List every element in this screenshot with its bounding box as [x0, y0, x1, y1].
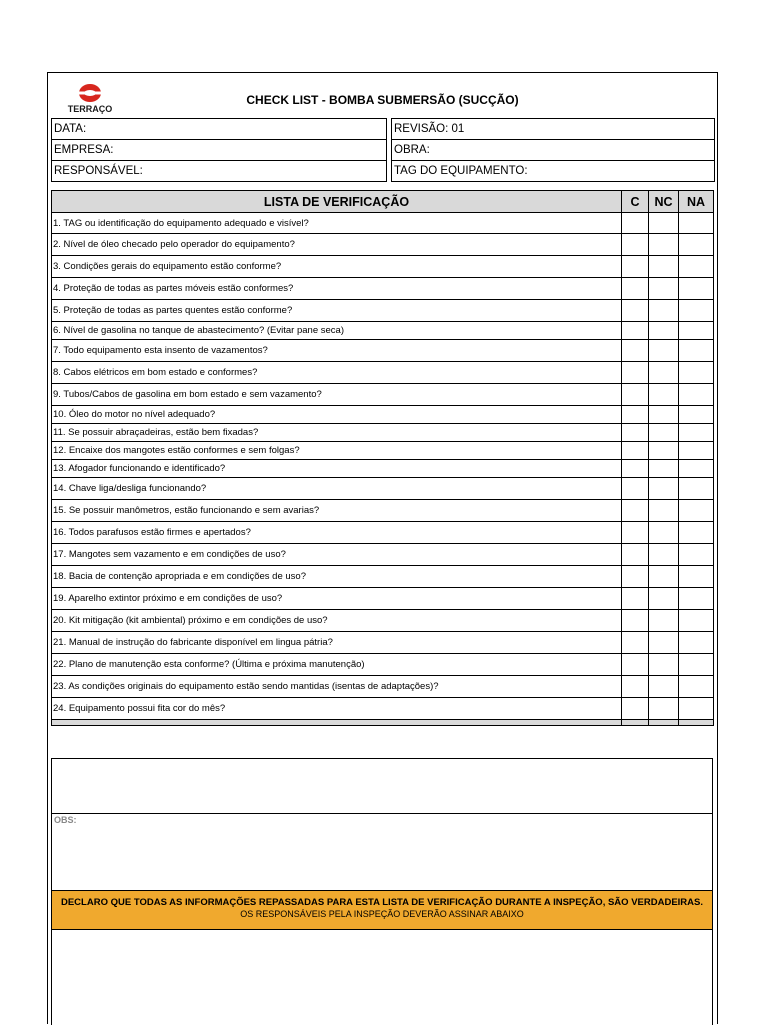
list-item: [52, 213, 714, 234]
list-item: [52, 278, 714, 300]
list-item: [52, 300, 714, 322]
list-item: [52, 588, 714, 610]
list-item: [52, 234, 714, 256]
check-cell-nc[interactable]: [649, 478, 679, 500]
check-cell-c[interactable]: [622, 406, 649, 424]
item-text: 2. Nível de óleo checado pelo operador do equipamento?: [52, 234, 622, 256]
data-field[interactable]: DATA:: [52, 119, 387, 140]
check-cell-nc[interactable]: [649, 632, 679, 654]
verification-list: [51, 190, 714, 726]
item-text: 24. Equipamento possui fita cor do mês?: [52, 698, 622, 720]
item-text: 9. Tubos/Cabos de gasolina em bom estado e sem vazamento?: [52, 384, 622, 406]
check-cell-na[interactable]: [679, 676, 714, 698]
item-text: 20. Kit mitigação (kit ambiental) próximo e em condições de uso?: [52, 610, 622, 632]
list-item: [52, 362, 714, 384]
list-spacer-row: [52, 720, 714, 726]
check-cell-na[interactable]: [679, 544, 714, 566]
revisao-field[interactable]: REVISÃO: 01: [392, 119, 715, 140]
check-cell-c[interactable]: [622, 544, 649, 566]
list-item: [52, 566, 714, 588]
list-item: [52, 442, 714, 460]
check-cell-c[interactable]: [622, 256, 649, 278]
item-text: 11. Se possuir abraçadeiras, estão bem fixadas?: [52, 424, 622, 442]
item-text: 21. Manual de instrução do fabricante disponível em lingua pátria?: [52, 632, 622, 654]
item-text: 23. As condições originais do equipamento estão sendo mantidas (isentas de adaptações)?: [52, 676, 622, 698]
check-cell-nc[interactable]: [649, 610, 679, 632]
check-cell-c[interactable]: [622, 362, 649, 384]
declaration-banner: [51, 890, 713, 930]
check-cell-c[interactable]: [622, 676, 649, 698]
check-cell-c[interactable]: [622, 300, 649, 322]
page-title: CHECK LIST - BOMBA SUBMERSÃO (SUCÇÃO): [246, 93, 519, 107]
check-cell-nc[interactable]: [649, 322, 679, 340]
list-item: [52, 654, 714, 676]
item-text: 7. Todo equipamento esta insento de vazamentos?: [52, 340, 622, 362]
check-cell-c[interactable]: [622, 384, 649, 406]
tag-field[interactable]: TAG DO EQUIPAMENTO:: [392, 161, 715, 182]
item-text: 13. Afogador funcionando e identificado?: [52, 460, 622, 478]
check-cell-nc[interactable]: [649, 362, 679, 384]
check-cell-c[interactable]: [622, 424, 649, 442]
item-text: 10. Óleo do motor no nível adequado?: [52, 406, 622, 424]
item-text: 1. TAG ou identificação do equipamento adequado e visível?: [52, 213, 622, 234]
check-cell-c[interactable]: [622, 442, 649, 460]
check-cell-na[interactable]: [679, 478, 714, 500]
check-cell-c[interactable]: [622, 566, 649, 588]
check-cell-nc[interactable]: [649, 460, 679, 478]
check-cell-na[interactable]: [679, 322, 714, 340]
obs-label: OBS:: [54, 815, 77, 825]
list-item: [52, 610, 714, 632]
info-table: [51, 118, 715, 182]
column-nc: NC: [649, 191, 679, 213]
checklist-form: [47, 72, 718, 1024]
item-text: 4. Proteção de todas as partes móveis estão conformes?: [52, 278, 622, 300]
check-cell-na[interactable]: [679, 500, 714, 522]
empresa-field[interactable]: EMPRESA:: [52, 140, 387, 161]
check-cell-c[interactable]: [622, 340, 649, 362]
check-cell-nc[interactable]: [649, 588, 679, 610]
list-item: [52, 676, 714, 698]
list-item: [52, 424, 714, 442]
check-cell-na[interactable]: [679, 406, 714, 424]
form-header: [48, 73, 717, 118]
check-cell-c[interactable]: [622, 213, 649, 234]
check-cell-nc[interactable]: [649, 234, 679, 256]
list-item: [52, 632, 714, 654]
check-cell-nc[interactable]: [649, 384, 679, 406]
item-text: 18. Bacia de contenção apropriada e em condições de uso?: [52, 566, 622, 588]
check-cell-c[interactable]: [622, 698, 649, 720]
declaration-line2: OS RESPONSÁVEIS PELA INSPEÇÃO DEVERÃO ASSINAR ABAIXO: [240, 909, 524, 919]
signature-area[interactable]: [51, 930, 713, 1025]
obs-divider: [52, 813, 712, 814]
check-cell-nc[interactable]: [649, 213, 679, 234]
check-cell-na[interactable]: [679, 340, 714, 362]
check-cell-nc[interactable]: [649, 654, 679, 676]
check-cell-c[interactable]: [622, 322, 649, 340]
item-text: 8. Cabos elétricos em bom estado e conformes?: [52, 362, 622, 384]
check-cell-nc[interactable]: [649, 698, 679, 720]
check-cell-na[interactable]: [679, 460, 714, 478]
check-cell-na[interactable]: [679, 424, 714, 442]
column-na: NA: [679, 191, 714, 213]
check-cell-na[interactable]: [679, 698, 714, 720]
check-cell-nc[interactable]: [649, 340, 679, 362]
list-item: [52, 256, 714, 278]
check-cell-na[interactable]: [679, 654, 714, 676]
check-cell-na[interactable]: [679, 442, 714, 460]
list-item: [52, 460, 714, 478]
check-cell-na[interactable]: [679, 213, 714, 234]
check-cell-na[interactable]: [679, 566, 714, 588]
check-cell-nc[interactable]: [649, 566, 679, 588]
check-cell-nc[interactable]: [649, 676, 679, 698]
list-title: LISTA DE VERIFICAÇÃO: [52, 191, 622, 213]
check-cell-na[interactable]: [679, 610, 714, 632]
check-cell-c[interactable]: [622, 500, 649, 522]
item-text: 17. Mangotes sem vazamento e em condições de uso?: [52, 544, 622, 566]
item-text: 3. Condições gerais do equipamento estão conforme?: [52, 256, 622, 278]
item-text: 14. Chave liga/desliga funcionando?: [52, 478, 622, 500]
list-item: [52, 406, 714, 424]
check-cell-nc[interactable]: [649, 522, 679, 544]
check-cell-na[interactable]: [679, 522, 714, 544]
check-cell-na[interactable]: [679, 234, 714, 256]
check-cell-nc[interactable]: [649, 300, 679, 322]
list-header-row: [52, 191, 714, 213]
list-item: [52, 340, 714, 362]
check-cell-c[interactable]: [622, 610, 649, 632]
list-item: [52, 478, 714, 500]
check-cell-c[interactable]: [622, 632, 649, 654]
column-c: C: [622, 191, 649, 213]
declaration-line1: DECLARO QUE TODAS AS INFORMAÇÕES REPASSADAS PARA ESTA LISTA DE VERIFICAÇÃO DURANTE A INSPEÇÃO, SÃO VERDADEIRAS.: [60, 897, 703, 908]
check-cell-na[interactable]: [679, 362, 714, 384]
check-cell-c[interactable]: [622, 654, 649, 676]
check-cell-nc[interactable]: [649, 500, 679, 522]
check-cell-c[interactable]: [622, 478, 649, 500]
item-text: 22. Plano de manutenção esta conforme? (Última e próxima manutenção): [52, 654, 622, 676]
list-item: [52, 522, 714, 544]
check-cell-c[interactable]: [622, 588, 649, 610]
item-text: 6. Nível de gasolina no tanque de abastecimento? (Evitar pane seca): [52, 322, 622, 340]
check-cell-nc[interactable]: [649, 256, 679, 278]
check-cell-c[interactable]: [622, 234, 649, 256]
check-cell-c[interactable]: [622, 278, 649, 300]
obra-field[interactable]: OBRA:: [392, 140, 715, 161]
check-cell-na[interactable]: [679, 588, 714, 610]
list-item: [52, 500, 714, 522]
check-cell-nc[interactable]: [649, 442, 679, 460]
item-text: 16. Todos parafusos estão firmes e apertados?: [52, 522, 622, 544]
obs-box[interactable]: [51, 758, 713, 892]
check-cell-na[interactable]: [679, 300, 714, 322]
list-item: [52, 322, 714, 340]
check-cell-na[interactable]: [679, 384, 714, 406]
responsavel-field[interactable]: RESPONSÁVEL:: [52, 161, 387, 182]
check-cell-nc[interactable]: [649, 278, 679, 300]
list-item: [52, 384, 714, 406]
item-text: 5. Proteção de todas as partes quentes estão conforme?: [52, 300, 622, 322]
check-cell-nc[interactable]: [649, 406, 679, 424]
item-text: 12. Encaixe dos mangotes estão conformes e sem folgas?: [52, 442, 622, 460]
check-cell-na[interactable]: [679, 256, 714, 278]
check-cell-na[interactable]: [679, 278, 714, 300]
check-cell-c[interactable]: [622, 460, 649, 478]
check-cell-c[interactable]: [622, 522, 649, 544]
list-item: [52, 698, 714, 720]
item-text: 15. Se possuir manômetros, estão funcionando e sem avarias?: [52, 500, 622, 522]
item-text: 19. Aparelho extintor próximo e em condições de uso?: [52, 588, 622, 610]
check-cell-na[interactable]: [679, 632, 714, 654]
check-cell-nc[interactable]: [649, 424, 679, 442]
check-cell-nc[interactable]: [649, 544, 679, 566]
logo-text: TERRAÇO: [67, 104, 113, 114]
list-item: [52, 544, 714, 566]
